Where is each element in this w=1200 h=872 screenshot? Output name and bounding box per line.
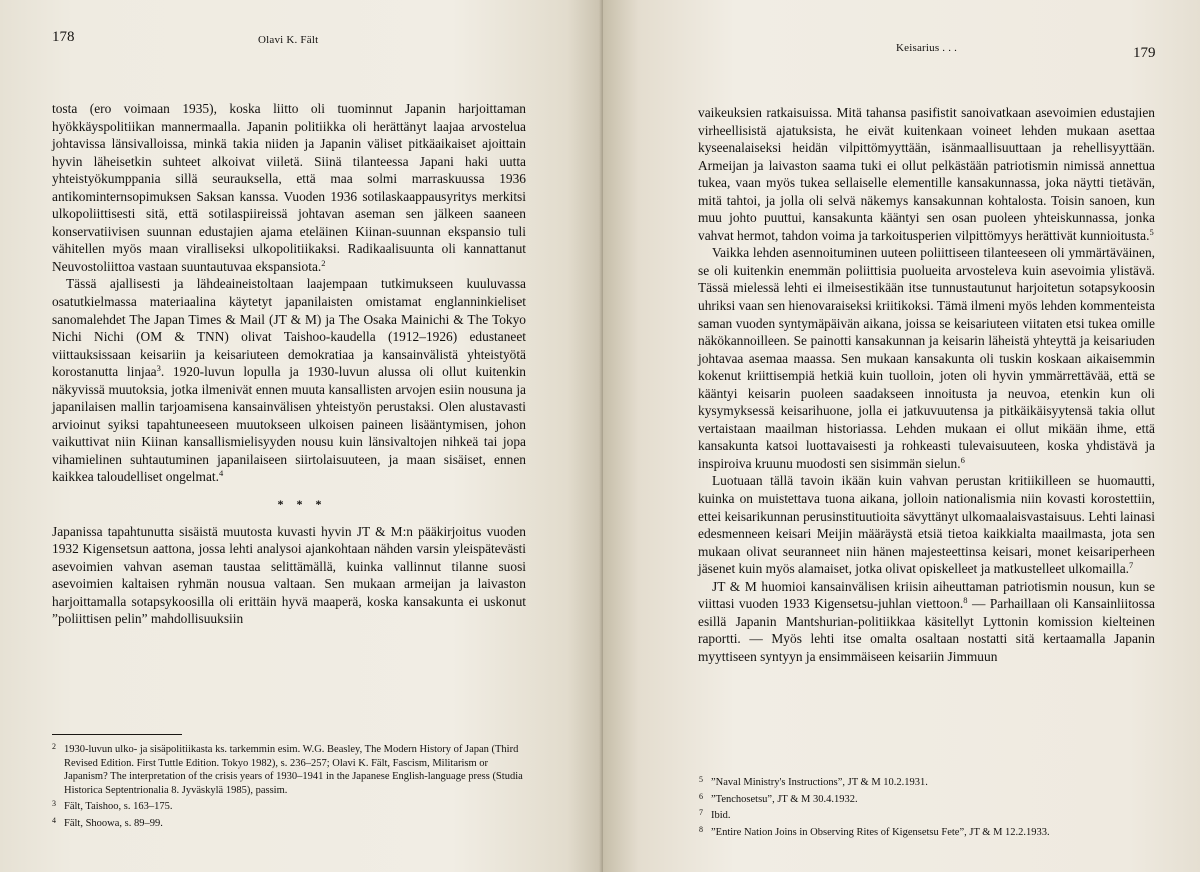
note-ref: 7 bbox=[1129, 560, 1134, 571]
footnote: 8 ”Entire Nation Joins in Observing Rites of Kigensetsu Fete”, JT & M 12.2.1933. bbox=[699, 824, 1050, 838]
footnote: 2 1930-luvun ulko- ja sisäpolitiikasta ks. tarkemmin esim. W.G. Beasley, The Modern History of Japan (Third Revised Edition. First Tuttle Edition. Tokyo 1982), s. 236–257; Olavi K. Fält, Fascism, Militarism or Japanism? The interpretation of the crisis years of 1930–1941 in the Japanese English-language press (Studia Historica Septentrionalia 8. Jyväskylä 1985), passim. bbox=[52, 742, 523, 796]
note-ref: 4 bbox=[218, 468, 224, 479]
note-ref: 6 bbox=[960, 454, 965, 465]
note-ref: 2 bbox=[321, 257, 326, 268]
paragraph: tosta (ero voimaan 1935), koska liitto oli tuominnut Japanin harjoittaman hyökkäyspolitiikan mannermaalla. Japanin politiikka oli herättänyt laajaa arvostelua johtavissa länsivalloissa, minkä takia niiden ja Japanin väliset pitkäaikaiset ajoittain hyvin läheisetkin suhteet alkoivat viiletä. Siinä tilanteessa Japani haki uutta yhteistyökumppania sillä seurauksella, että maa solmi marraskuussa 1936 antikominternsopimuksen Saksan kanssa. Vuoden 1936 sotilaskaappausyritys merkitsi ulkopoliittisesti sitä, että sotilaspiireissä johtavan aseman sen jälkeen saaneen konservatiivisen suunnan edustajien ajama eteläinen Kiinan-suunnan ekspansio tuli vähitellen myös maan viralliseksi ulkopolitiikaksi. Radikaalisuunta oli kannattanut Neuvostoliittoa vastaan suuntautuvaa ekspansiota.$^2$ bbox=[52, 101, 526, 274]
footnotes bbox=[699, 773, 1155, 839]
paragraph: Luotuaan tällä tavoin ikään kuin vahvan perustan kritiikilleen se huomautti, kuinka on muistettava tuona aikana, jolloin nationalismia niin kovasti korostettiin, ettei keisarikunnan perusinstituutioita sävyttänyt ulkomaalaisvastaisuus. Lehti lainasi edesmenneen keisari Meijin määräystä etsiä tietoa kaikkialta maailmasta, jota sen mukaan olivat seuranneet niin hänen majesteettinsa keisari, monet keisariperheen jäsenet kuin myös alamaiset, jotka olivat opiskelleet ja matkustelleet ulkomailla.$^7$ bbox=[698, 473, 1155, 577]
note-ref: 5 bbox=[1149, 226, 1154, 237]
footnote: 6 ”Tenchosetsu”, JT & M 30.4.1932. bbox=[699, 791, 858, 805]
running-head: Keisarius . . . bbox=[896, 42, 958, 54]
running-head: Olavi K. Fält bbox=[258, 34, 319, 46]
paragraph: vaikeuksien ratkaisuissa. Mitä tahansa pasifistit sanoivatkaan asevoimien edustajien virheellisistä ajatuksista, he eivät kuitenkaan voineet lehden mukaan asettaa kyseenalaiseksi heidän vilpittömyyttään, isänmaallisuuttaan ja rehellisyyttään. Armeijan ja laivaston saama tuki ei ollut pelkästään patriotismin nimissä annettua tukea, vaan myös tukea sellaiselle elementille kansakunnassa, joka näytti tietävän, mitä tahtoi, ja jolla oli selvä näkemys kansakunnan kohtalosta. Toisin sanoen, kun muu johto puuttui, kansakunta kääntyi sen osan puoleen yhteiskunnassa, jonka vahvat hermot, tahdon voima ja tarkoitusperien vilpittömyys herättivät kunnioitusta.$^5$ bbox=[698, 105, 1155, 243]
main-text bbox=[698, 104, 1155, 666]
right-page bbox=[603, 0, 1200, 872]
section-break: * * * bbox=[277, 497, 327, 512]
paragraph: JT & M huomioi kansainvälisen kriisin aiheuttaman patriotismin nousun, kun se viittasi vuoden 1933 Kigensetsu-juhlan viettoon.$^8$ — Parhaillaan oli Kansainliitossa esillä Japanin Mantshurian-politiikkaa käsitellyt Lyttonin komission kielteinen raportti. — Myös lehti itse omalta osaltaan nostatti sitä kertaamalla Japanin myyttiseen syntyyn ja ensimmäiseen keisariin Jimmuun bbox=[698, 578, 1155, 664]
footnotes bbox=[52, 740, 526, 831]
main-text bbox=[52, 100, 526, 628]
footnote: 3 Fält, Taishoo, s. 163–175. bbox=[52, 799, 173, 813]
page-number: 178 bbox=[52, 29, 75, 45]
footnote-rule bbox=[52, 734, 182, 735]
paragraph: Tässä ajallisesti ja lähdeaineistoltaan laajempaan tutkimukseen kuuluvassa osatutkielmassa materiaalina käytetyt japanilaisten omistamat englanninkieliset sanomalehdet The Japan Times & Mail (JT & M) ja The Osaka Mainichi & The Tokyo Nichi Nichi (OM & TNN) olivat Taishoo-kaudella (1912–1926) edustaneet viittauksissaan keisariin ja keisariuteen demokratiaa ja kansainvälistä yhteistyötä korostanutta linjaa$^3$. 1920-luvun lopulla ja 1930-luvun alussa oli ollut kuitenkin näkyvissä muutoksia, jotka ilmenivät ennen muuta kansallisten arvojen esiin nousuna ja japanilaisen mallin tarjoamisena kansainvälisen yhteistyön perustaksi. Olen alustavasti arvioinut syiksi tapahtuneeseen muutokseen ulkoisen paineen lisääntymisen, johon vaikuttivat niin Kiinan kansallismielisyyden nousu kuin länsivaltojen nihkeä tai jopa vihamielinen suhtautuminen japanilaiseen siirtolaisuuteen, ja maan sisäiset, ennen kaikkea taloudelliset ongelmat.$^4$ bbox=[52, 276, 526, 485]
paragraph: Japanissa tapahtunutta sisäistä muutosta kuvasti hyvin JT & M:n pääkirjoitus vuoden 1932 Kigensetsun aattona, jossa lehti analysoi ajankohtaan nähden varsin yleispätevästi asevoimien vahvan aseman taustaa selittämällä, kuinka vallinnut tilanne suosi asevoimien kaltaisen ryhmän nousua valtaan. Sen mukaan armeijan ja laivaston harjoittamalla sotapsykoosilla oli erittäin hyvä maaperä, koska kansakunta ei uskonut ”poliittisen pelin” mahdollisuuksiin bbox=[52, 523, 526, 627]
page-number: 179 bbox=[1133, 45, 1156, 61]
note-ref: 3 bbox=[156, 363, 161, 374]
paragraph: Vaikka lehden asennoituminen uuteen poliittiseen tilanteeseen oli ymmärtäväinen, se oli kuitenkin enemmän poliittisia puolueita arvosteleva kuin asevoimia ylistävä. Tässä mielessä lehti ei ilmeisestikään itse tunnustautunut harjoitetun sotapsykoosin uhriksi vaan sen hienovaraiseksi kriitikoksi. Tämä ilmeni myös lehden kommenteista saman vuoden syntymäpäivän aikana, joissa se keisariuteen viitaten etsi tukea omille näkökannoilleen. Se painotti kansakunnan ja keisarin läheistä yhteyttä ja keisariuden johtavaa asemaa maassa. Sen mukaan kansakunta oli tuskin koskaan aikaisemmin kokenut kriittisempiä hetkiä kuin tuolloin, joten oli hyvin ymmärrettävää, että se kääntyi keisarin puoleen saadakseen innoitusta ja neuvoa, etenkin kun oli kysymyksessä keisarihuone, jolla ei jatkuvuutensa ja pitkäikäisyytensä takia ollut vertaistaan maailman historiassa. Lehden mukaan ei ollut mikään ihme, että kansakunta katsoi luottavaisesti ja rohkeasti tulevaisuuteen, koska yhdistävä ja inspiroiva kruunu muodosti sen sisimmän sielun.$^6$ bbox=[698, 245, 1155, 471]
footnote: 7 Ibid. bbox=[699, 808, 731, 822]
note-ref: 8 bbox=[963, 595, 968, 606]
footnote: 4 Fält, Shoowa, s. 89–99. bbox=[52, 815, 163, 829]
footnote: 5 ”Naval Ministry's Instructions”, JT & M 10.2.1931. bbox=[699, 775, 928, 788]
